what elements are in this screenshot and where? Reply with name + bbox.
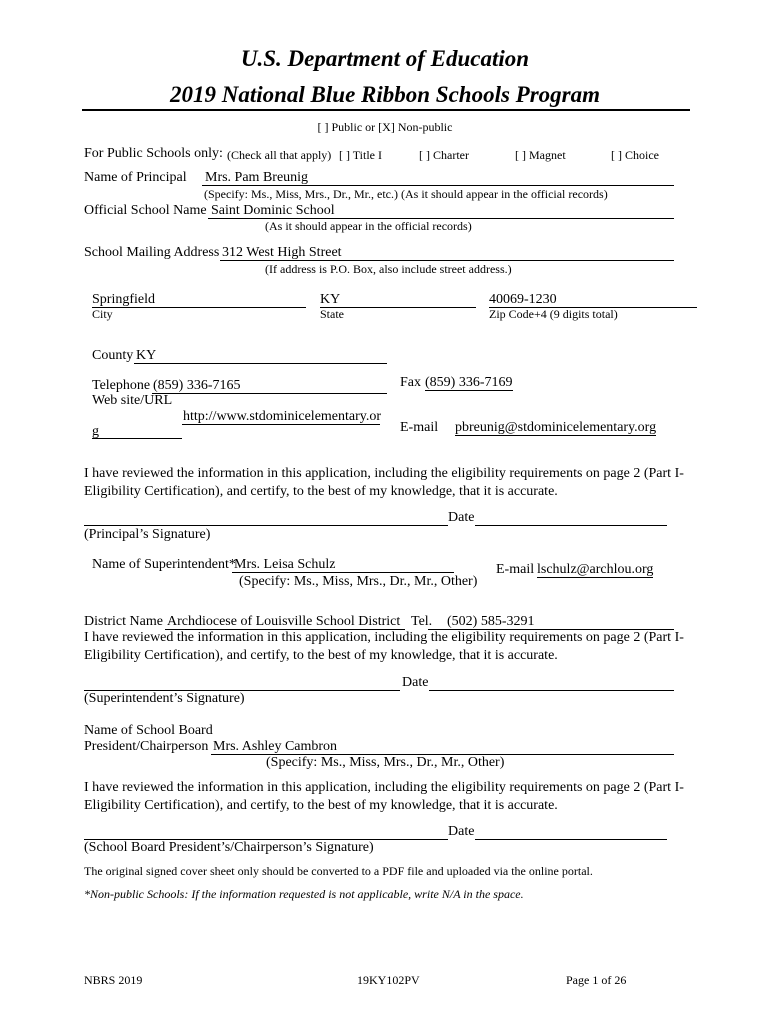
telephone-field[interactable]: (859) 336-7165 [153,378,241,393]
checkbox-title-i[interactable]: [ ] Title I [339,148,383,162]
district-name-field[interactable]: Archdiocese of Louisville School District [167,614,401,629]
principal-label: Name of Principal [84,170,187,185]
board-certification-text: I have reviewed the information in this application, including the eligibility requirements on page 2 (Part I-Eligibility Certification), and certify, to the best of my knowledge, that it is accurate. [84,780,684,813]
mailing-address-label: School Mailing Address [84,245,220,260]
board-hint: (Specify: Ms., Miss, Mrs., Dr., Mr., Other) [266,755,505,770]
county-underline [134,363,387,364]
school-type-selection[interactable]: [ ] Public or [X] Non-public [317,120,453,134]
title-rule [82,109,690,111]
mailing-address-field[interactable]: 312 West High Street [222,245,342,260]
city-label: City [92,307,113,321]
superintendent-email-label: E-mail [496,562,535,577]
website-underline [182,424,380,425]
county-field[interactable]: KY [136,348,157,363]
board-date-label: Date [448,824,475,839]
mailing-address-hint: (If address is P.O. Box, also include street address.) [265,262,512,276]
principal-signature-label: (Principal’s Signature) [84,527,211,542]
nonpublic-note: *Non-public Schools: If the information requested is not applicable, write N/A in the space. [84,887,524,901]
email-field[interactable]: pbreunig@stdominicelementary.org [455,420,657,435]
county-label: County [92,348,134,363]
board-name-field[interactable]: Mrs. Ashley Cambron [213,739,338,754]
footer-page-number: Page 1 of 26 [566,973,627,987]
superintendent-email-field[interactable]: lschulz@archlou.org [537,562,654,577]
board-label-line1: Name of School Board [84,723,213,738]
superintendent-date-line[interactable] [429,690,674,691]
state-field[interactable]: KY [320,292,341,307]
school-name-field[interactable]: Saint Dominic School [211,203,335,218]
website-label: Web site/URL [92,393,173,408]
public-schools-note: (Check all that apply) [227,148,332,162]
checkbox-magnet[interactable]: [ ] Magnet [515,148,566,162]
principal-hint: (Specify: Ms., Miss, Mrs., Dr., Mr., etc.) (As it should appear in the official records) [204,187,608,201]
zip-label: Zip Code+4 (9 digits total) [489,307,618,321]
checkbox-charter[interactable]: [ ] Charter [419,148,469,162]
page-subtitle: 2019 National Blue Ribbon Schools Program [169,82,601,107]
superintendent-signature-label: (Superintendent’s Signature) [84,691,245,706]
telephone-underline [152,393,387,394]
principal-date-label: Date [448,510,475,525]
principal-date-line[interactable] [475,525,667,526]
page-title: U.S. Department of Education [240,46,530,71]
superintendent-hint: (Specify: Ms., Miss, Mrs., Dr., Mr., Other) [239,574,478,589]
mailing-address-underline [220,260,674,261]
city-underline [92,307,306,308]
website-field[interactable]: http://www.stdominicelementary.or [183,409,382,424]
district-tel-field[interactable]: (502) 585-3291 [447,614,535,629]
city-field[interactable]: Springfield [92,292,155,307]
superintendent-certification-text: I have reviewed the information in this application, including the eligibility requirements on page 2 (Part I-Eligibility Certification), and certify, to the best of my knowledge, that it is accurate. [84,630,684,663]
superintendent-label: Name of Superintendent* [92,557,236,572]
fax-label: Fax [400,375,421,390]
superintendent-date-label: Date [402,675,429,690]
email-label: E-mail [400,420,439,435]
district-tel-label: Tel. [411,614,433,629]
zip-field[interactable]: 40069-1230 [489,292,557,307]
district-label: District Name [84,614,163,629]
school-name-label: Official School Name [84,203,207,218]
school-name-hint: (As it should appear in the official records) [265,219,472,233]
state-label: State [320,307,344,321]
board-signature-label: (School Board President’s/Chairperson’s Signature) [84,840,374,855]
principal-underline [202,185,674,186]
website-field-wrap[interactable]: g [92,424,99,439]
footer-center: 19KY102PV [357,973,420,987]
telephone-label: Telephone [92,378,151,393]
upload-note: The original signed cover sheet only should be converted to a PDF file and uploaded via the online portal. [84,864,593,878]
superintendent-name-field[interactable]: Mrs. Leisa Schulz [234,557,336,572]
principal-certification-text: I have reviewed the information in this application, including the eligibility requirements on page 2 (Part I-Eligibility Certification), and certify, to the best of my knowledge, that it is accurate. [84,466,684,499]
board-date-line[interactable] [475,839,667,840]
public-schools-label: For Public Schools only: [84,146,223,161]
footer-left: NBRS 2019 [84,973,143,987]
website-wrap-underline [92,438,182,439]
principal-name-field[interactable]: Mrs. Pam Breunig [205,170,309,185]
board-label-line2: President/Chairperson [84,739,209,754]
superintendent-underline [232,572,454,573]
principal-signature-line[interactable] [84,525,448,526]
checkbox-choice[interactable]: [ ] Choice [611,148,659,162]
fax-field[interactable]: (859) 336-7169 [425,375,513,390]
